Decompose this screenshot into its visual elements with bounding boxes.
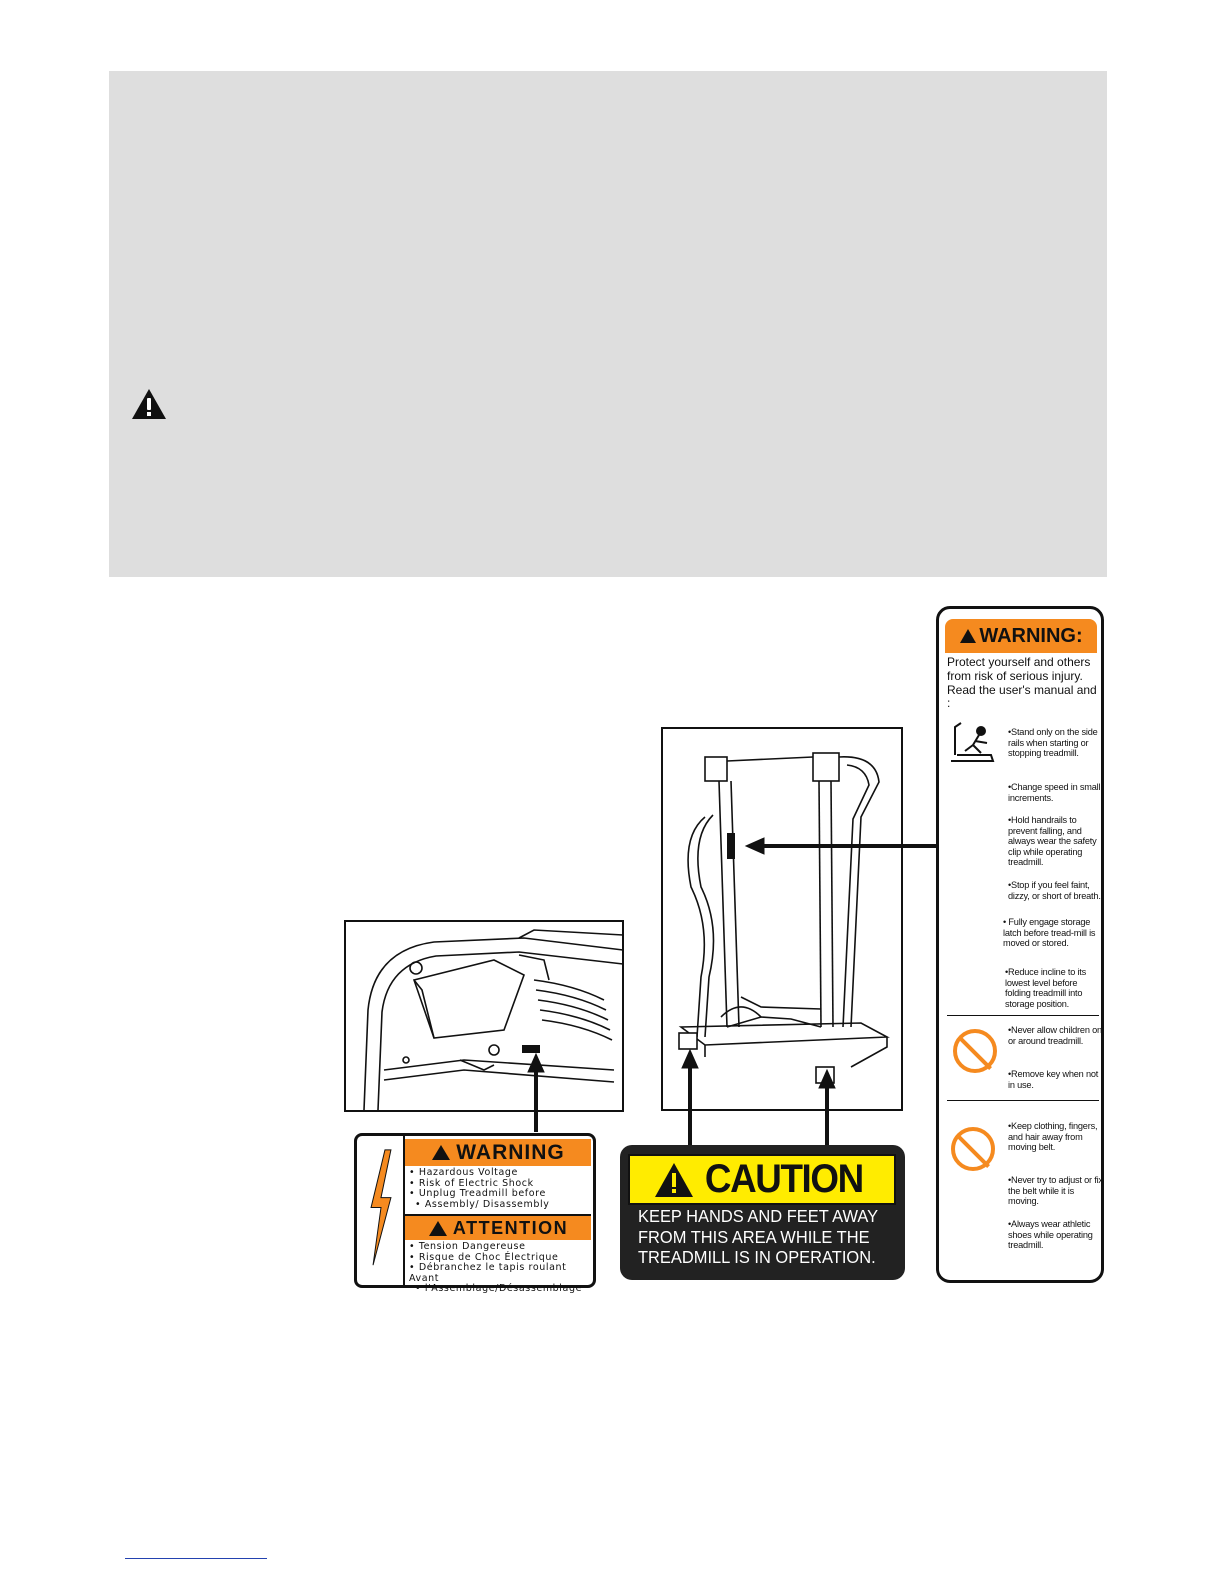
lightning-bolt-icon <box>357 1136 405 1285</box>
caution-title: CAUTION <box>705 1157 863 1201</box>
list-item: • Unplug Treadmill before <box>409 1189 591 1200</box>
no-hands-icon <box>951 1127 995 1171</box>
footer-link-underline[interactable] <box>125 1558 267 1559</box>
list-item: • Débranchez le tapis roulant Avant <box>409 1263 591 1284</box>
caution-line: FROM THIS AREA WHILE THE <box>638 1226 870 1247</box>
tall-warning-item: • Fully engage storage latch before tread-mill is moved or stored. <box>1003 917 1096 949</box>
list-item: • Tension Dangereuse <box>409 1242 591 1253</box>
list-item: • Risque de Choc Électrique <box>409 1253 591 1264</box>
warning-triangle-icon <box>959 628 977 644</box>
small-warning-label <box>354 1133 596 1294</box>
tall-warning-header <box>945 619 1097 653</box>
small-attention-title: ATTENTION <box>452 1217 569 1238</box>
tall-warning-item: •Hold handrails to prevent falling, and always wear the safety clip while operating treadmill. <box>1008 815 1097 868</box>
small-attention-header <box>405 1216 591 1240</box>
divider <box>947 1015 1099 1016</box>
caution-line: TREADMILL IS IN OPERATION. <box>638 1247 876 1267</box>
caution-body <box>638 1206 882 1268</box>
warning-triangle-icon <box>431 1144 451 1161</box>
tall-warning-item: •Never try to adjust or fix the belt while it is moving. <box>1008 1175 1103 1207</box>
list-item: • l'Assemblage/Désassemblage <box>409 1284 591 1295</box>
small-warning-title: WARNING <box>456 1140 565 1164</box>
list-item: • Hazardous Voltage <box>409 1168 591 1179</box>
tall-warning-item: •Change speed in small increments. <box>1008 782 1101 803</box>
small-warning-list <box>405 1166 591 1210</box>
tall-warning-title: WARNING: <box>979 624 1083 647</box>
alert-triangle-icon <box>131 388 167 420</box>
tall-warning-item: •Keep clothing, fingers, and hair away from moving belt. <box>1008 1121 1098 1153</box>
small-warning-header <box>405 1139 591 1166</box>
warning-triangle-icon <box>654 1162 694 1198</box>
caution-line: KEEP HANDS AND FEET AWAY <box>638 1206 879 1226</box>
list-item: • Risk of Electric Shock <box>409 1179 591 1190</box>
person-falling-icon <box>947 721 997 763</box>
small-attention-list <box>405 1240 591 1295</box>
tall-warning-item: •Stand only on the side rails when starting or stopping treadmill. <box>1008 727 1098 759</box>
no-children-icon <box>953 1029 997 1073</box>
gray-info-panel <box>109 71 1107 577</box>
tall-warning-item: •Remove key when not in use. <box>1008 1069 1099 1090</box>
warning-triangle-icon <box>428 1220 448 1237</box>
tall-warning-label <box>936 606 1104 1283</box>
tall-warning-item: •Stop if you feel faint, dizzy, or short of breath. <box>1008 880 1101 901</box>
caution-label <box>620 1145 905 1280</box>
label-location-arrows <box>520 820 950 1150</box>
divider <box>947 1100 1099 1101</box>
tall-warning-item: •Always wear athletic shoes while operating treadmill. <box>1008 1219 1093 1251</box>
tall-warning-item: •Never allow children on or around treadmill. <box>1008 1025 1102 1046</box>
tall-warning-item: •Reduce incline to its lowest level before folding treadmill into storage position. <box>1005 967 1087 1009</box>
list-item: • Assembly/ Disassembly <box>409 1200 591 1211</box>
tall-warning-intro: Protect yourself and others from risk of serious injury. Read the user's manual and : <box>947 655 1097 711</box>
caution-header <box>628 1154 896 1205</box>
